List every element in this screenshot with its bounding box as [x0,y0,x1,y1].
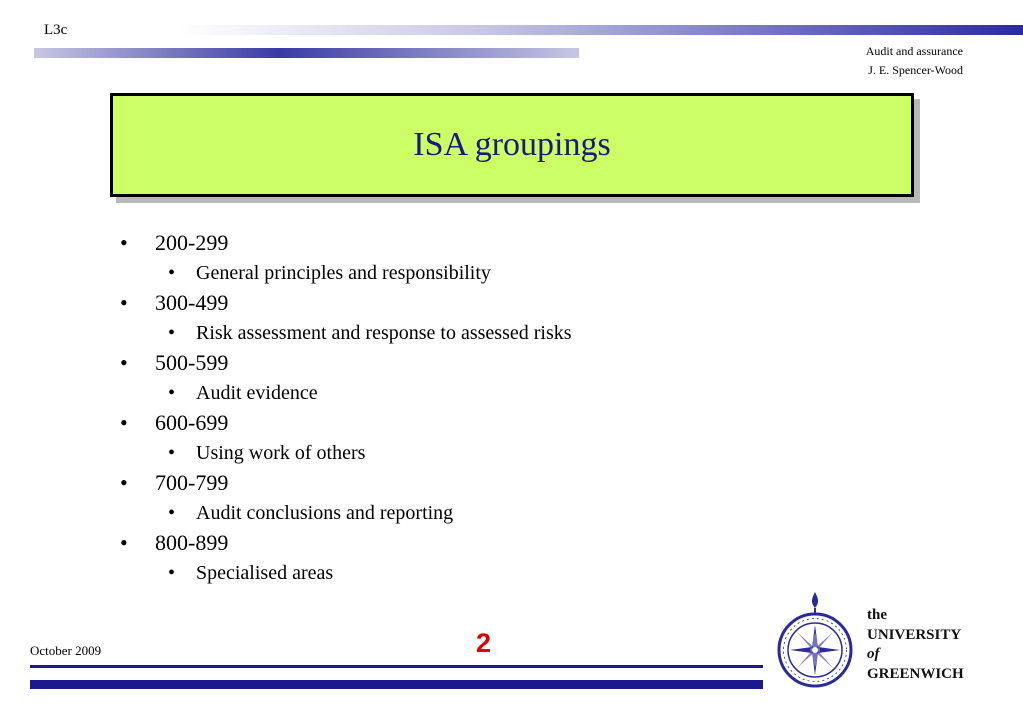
bullet-dot-icon: • [168,262,176,284]
isa-description: Audit evidence [196,382,318,404]
bullet-item [120,529,820,557]
isa-range: 600-699 [155,410,229,435]
bullet-dot-icon: • [120,530,128,555]
isa-description: General principles and responsibility [196,262,491,284]
sub-bullet-item [120,437,820,469]
isa-description: Risk assessment and response to assessed risks [196,322,572,344]
bullet-dot-icon: • [120,350,128,375]
bullet-item [120,469,820,497]
isa-description: Specialised areas [196,562,334,584]
bullet-item [120,289,820,317]
isa-range: 800-899 [155,530,229,555]
page-number: 2 [476,628,492,658]
bullet-dot-icon: • [168,322,176,344]
bullet-item [120,409,820,437]
bullet-dot-icon: • [120,470,128,495]
sub-bullet-item [120,317,820,349]
bullet-dot-icon: • [168,382,176,404]
bullet-dot-icon: • [168,442,176,464]
bullet-list [120,229,820,589]
footer-date: October 2009 [30,643,102,658]
sub-bullet-item [120,257,820,289]
university-name-line: GREENWICH [867,665,964,682]
sub-bullet-item [120,377,820,409]
bullet-dot-icon: • [168,502,176,524]
bullet-dot-icon: • [168,562,176,584]
title-box [110,93,914,197]
sub-bullet-item [120,557,820,589]
bullet-dot-icon: • [120,230,128,255]
bullet-item [120,349,820,377]
isa-description: Using work of others [196,442,366,464]
sub-bullet-item [120,497,820,529]
university-seal-icon [775,590,855,690]
header-gradient-bar-top [180,25,1023,35]
footer-rule-thin [30,665,763,668]
isa-range: 300-499 [155,290,229,315]
university-name-line: the [867,607,887,623]
bullet-item [120,229,820,257]
bullet-dot-icon: • [120,290,128,315]
university-name-line: UNIVERSITY [867,626,962,643]
footer-rule-thick [30,680,763,689]
bullet-dot-icon: • [120,410,128,435]
slide-id: L3c [44,22,68,38]
header-gradient-bar-lower [34,48,579,58]
university-name [867,606,964,684]
isa-range: 500-599 [155,350,229,375]
isa-description: Audit conclusions and reporting [196,502,454,524]
course-name: Audit and assurance [865,44,963,58]
isa-range: 700-799 [155,470,229,495]
author-name: J. E. Spencer-Wood [868,63,963,77]
slide-title: ISA groupings [413,126,611,163]
isa-range: 200-299 [155,230,229,255]
university-name-line: of [867,646,880,662]
